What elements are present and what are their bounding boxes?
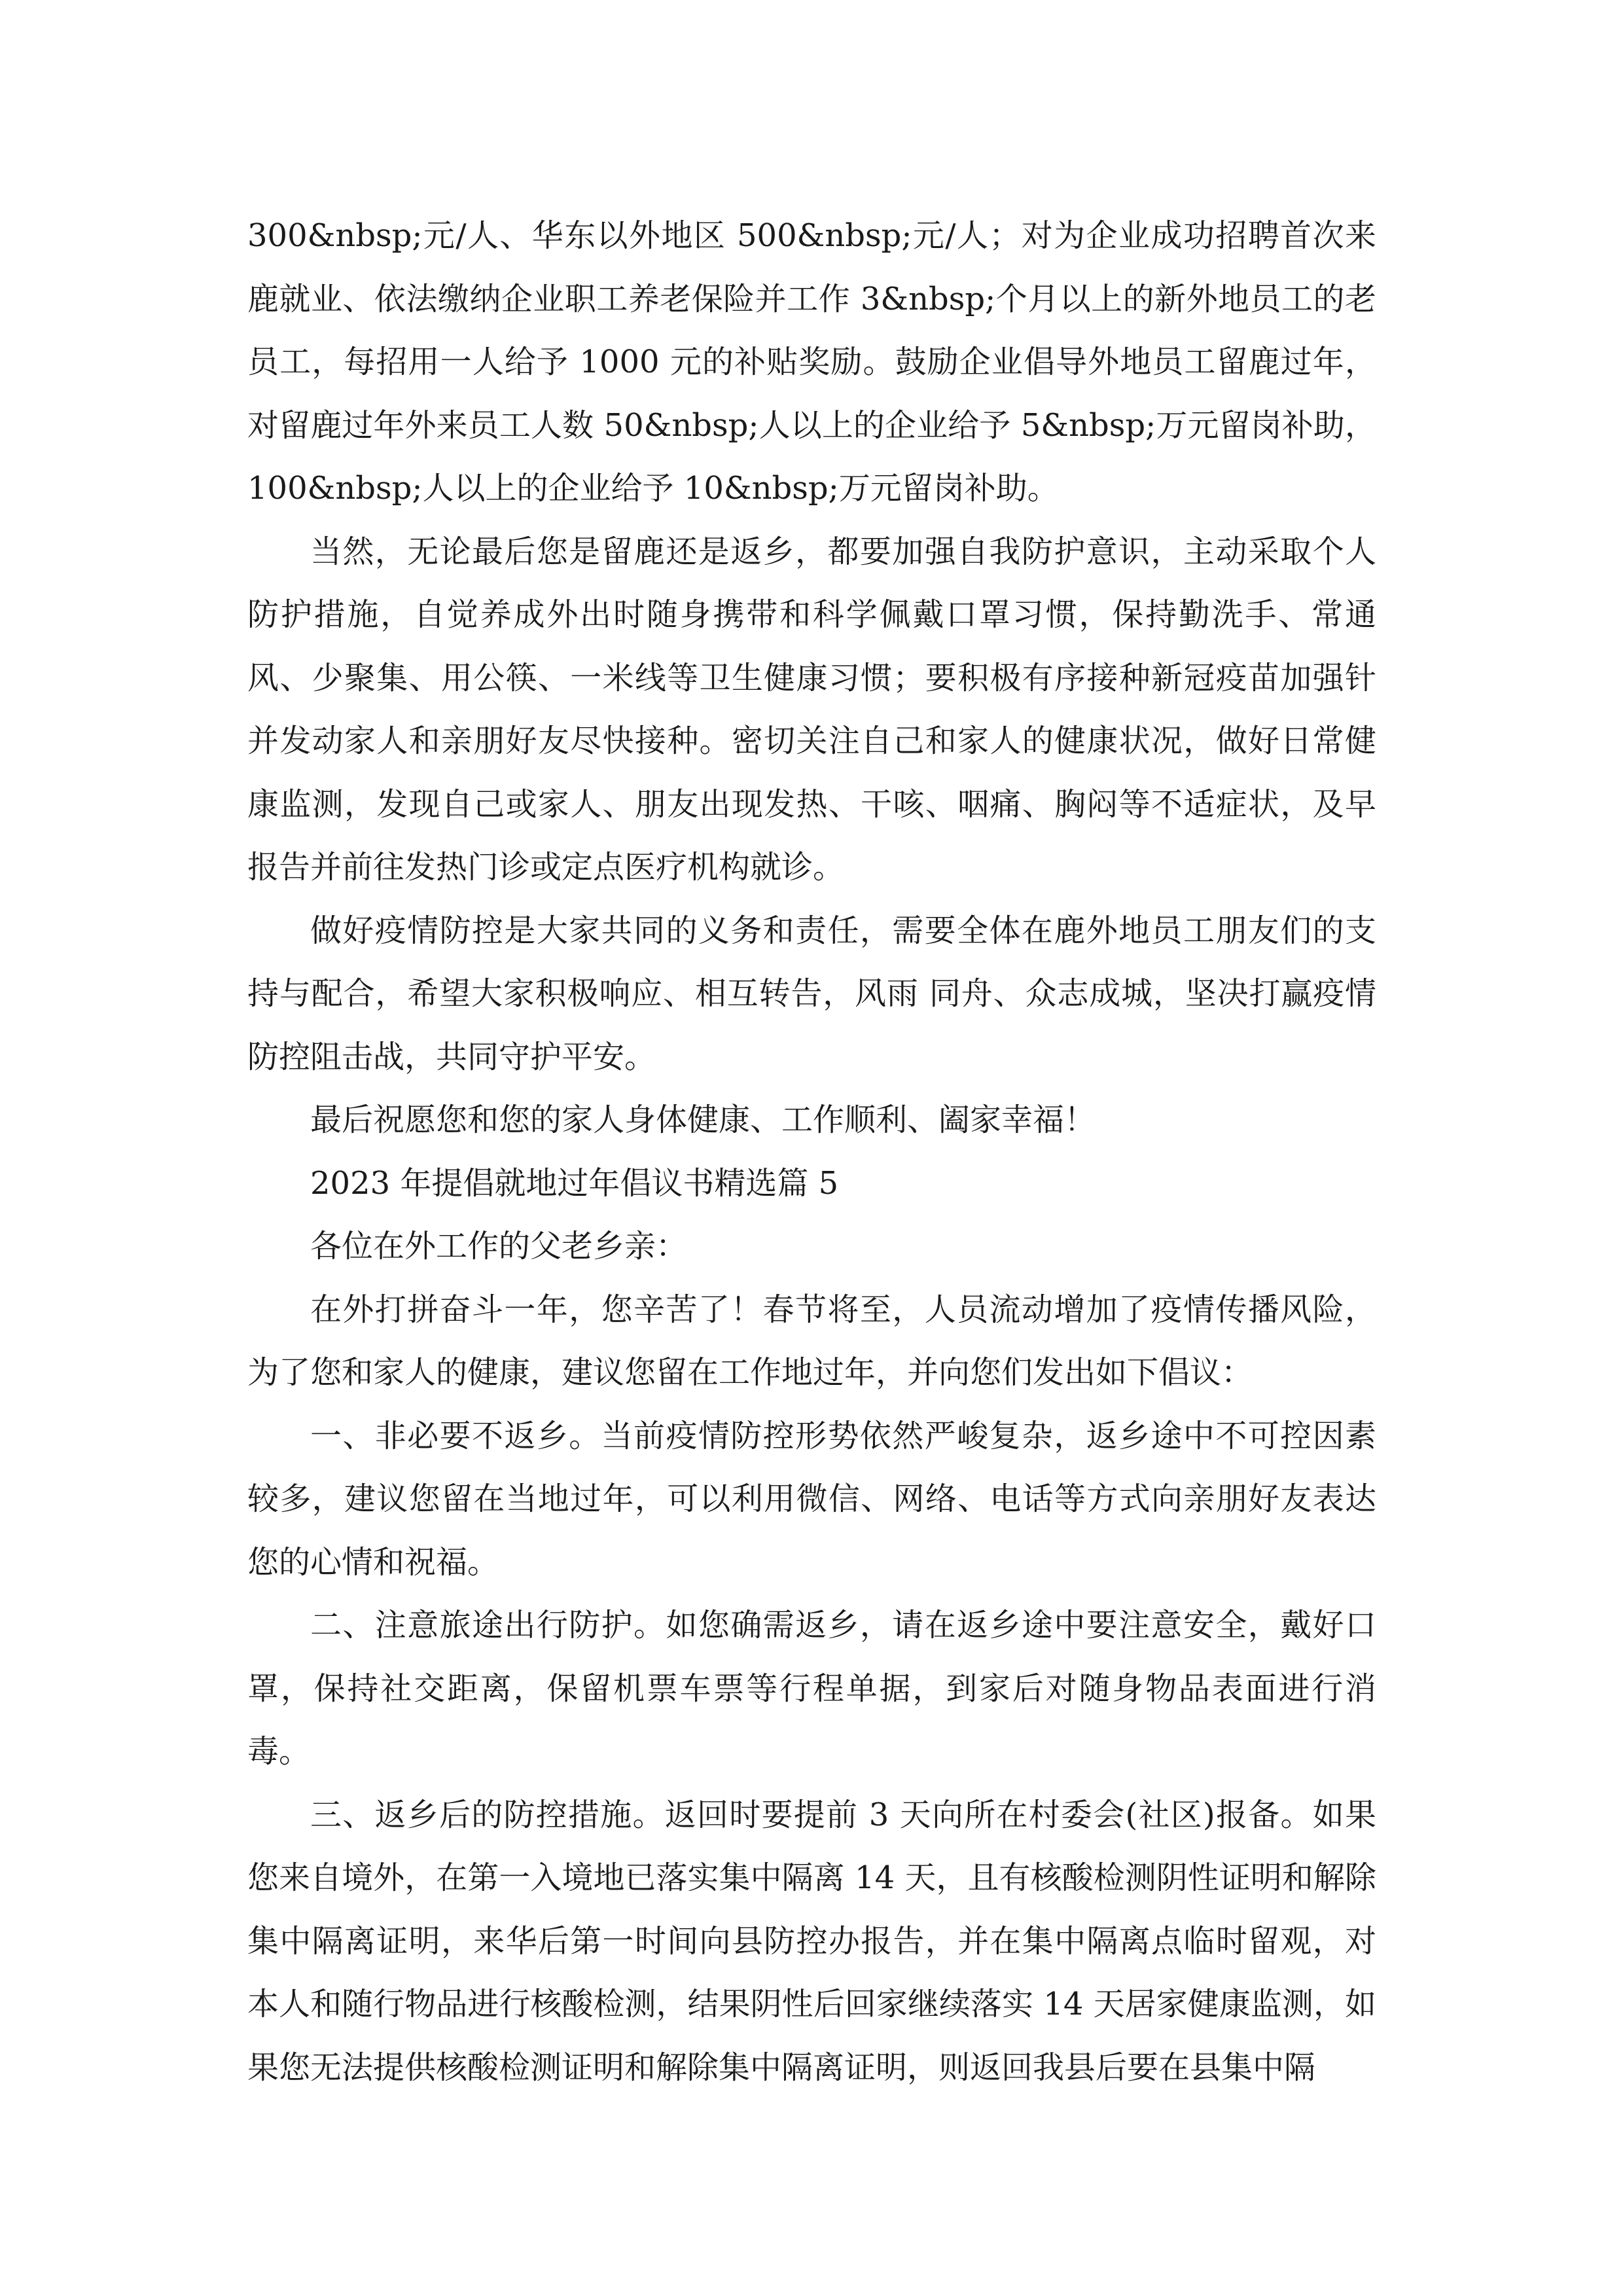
paragraph-item-1: 一、非必要不返乡。当前疫情防控形势依然严峻复杂，返乡途中不可控因素较多，建议您留在当地过年，可以利用微信、网络、电话等方式向亲朋好友表达您的心情和祝福。 (247, 1417, 1376, 1581)
paragraph-subsidy-continued: 300&nbsp;元/人、华东以外地区 500&nbsp;元/人；对为企业成功招聘首次来鹿就业、依法缴纳企业职工养老保险并工作 3&nbsp;个月以上的新外地员工的老员工，每招用一人给予 1000 元的补贴奖励。鼓励企业倡导外地员工留鹿过年，对留鹿过年外来员工人数 50&nbsp;人以上的企业给予 5&nbsp;万元留岗补助，100&nbsp;人以上的企业给予 10&nbsp;万元留岗补助。 (247, 217, 1376, 507)
salutation: 各位在外工作的父老乡亲： (310, 1228, 688, 1265)
paragraph-personal-protection: 当然，无论最后您是留鹿还是返乡，都要加强自我防护意识，主动采取个人防护措施，自觉养成外出时随身携带和科学佩戴口罩习惯，保持勤洗手、常通风、少聚集、用公筷、一米线等卫生健康习惯；要积极有序接种新冠疫苗加强针并发动家人和亲朋好友尽快接种。密切关注自己和家人的健康状况，做好日常健康监测，发现自己或家人、朋友出现发热、干咳、咽痛、胸闷等不适症状，及早报告并前往发热门诊或定点医疗机构就诊。 (247, 533, 1376, 886)
paragraph-item-3: 三、返乡后的防控措施。返回时要提前 3 天向所在村委会(社区)报备。如果您来自境外，在第一入境地已落实集中隔离 14 天，且有核酸检测阴性证明和解除集中隔离证明，来华后第一时间向县防控办报告，并在集中隔离点临时留观，对本人和随行物品进行核酸检测，结果阴性后回家继续落实 14 天居家健康监测，如果您无法提供核酸检测证明和解除集中隔离证明，则返回我县后要在县集中隔 (247, 1796, 1376, 2086)
paragraph-closing-wishes: 最后祝愿您和您的家人身体健康、工作顺利、阖家幸福！ (310, 1102, 1096, 1138)
section-heading: 2023 年提倡就地过年倡议书精选篇 5 (310, 1164, 839, 1202)
paragraph-shared-responsibility: 做好疫情防控是大家共同的义务和责任，需要全体在鹿外地员工朋友们的支持与配合，希望大家积极响应、相互转告，风雨 同舟、众志成城，坚决打赢疫情防控阻击战，共同守护平安。 (247, 912, 1376, 1075)
document-body (247, 204, 1376, 2099)
paragraph-item-2: 二、注意旅途出行防护。如您确需返乡，请在返乡途中要注意安全，戴好口罩，保持社交距离，保留机票车票等行程单据，到家后对随身物品表面进行消毒。 (247, 1607, 1376, 1770)
paragraph-intro: 在外打拼奋斗一年，您辛苦了！春节将至，人员流动增加了疫情传播风险，为了您和家人的健康，建议您留在工作地过年，并向您们发出如下倡议： (247, 1291, 1376, 1391)
